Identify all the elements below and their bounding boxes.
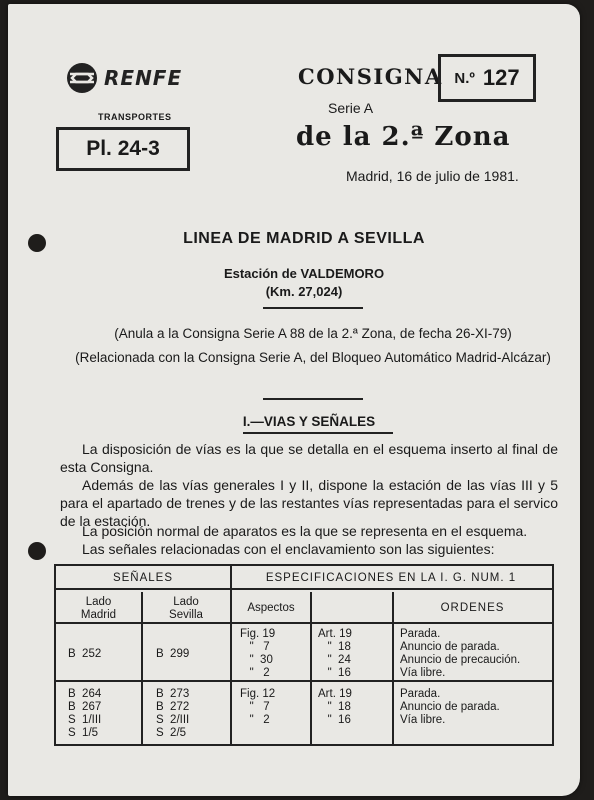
table-divider bbox=[230, 566, 232, 744]
signals-table bbox=[54, 564, 554, 746]
table-divider bbox=[56, 588, 230, 590]
annuls-note: (Anula a la Consigna Serie A 88 de la 2.ª Zona, de fecha 26-XI-79) bbox=[114, 326, 512, 341]
header-aspectos: Aspectos bbox=[247, 602, 295, 614]
document-page bbox=[8, 4, 580, 796]
group1-madrid: B 252 bbox=[68, 648, 102, 660]
table-divider bbox=[392, 592, 394, 744]
station-name: Estación de VALDEMORO bbox=[223, 266, 385, 281]
pl-code-box: Pl. 24-3 bbox=[56, 127, 190, 171]
number-value: 127 bbox=[482, 65, 520, 90]
number-box bbox=[438, 54, 536, 102]
table-divider bbox=[310, 592, 312, 744]
header-ordenes: ORDENES bbox=[440, 602, 505, 614]
header-especificaciones: ESPECIFICACIONES EN LA I. G. NUM. 1 bbox=[265, 572, 517, 584]
transportes-label: TRANSPORTES bbox=[98, 112, 172, 122]
divider bbox=[263, 307, 363, 309]
binder-hole bbox=[28, 542, 46, 560]
group2-madrid: B 264 B 267 S 1/III S 1/5 bbox=[68, 688, 102, 739]
group2-sevilla: B 273 B 272 S 2/III S 2/5 bbox=[156, 688, 190, 739]
zona-title: de la 2.ª Zona bbox=[296, 122, 511, 152]
line-title: LINEA DE MADRID A SEVILLA bbox=[183, 230, 425, 247]
group2-ordenes: Parada. Anuncio de parada. Vía libre. bbox=[400, 688, 500, 726]
group2-aspectos: Fig. 12 " 7 " 2 bbox=[240, 688, 276, 726]
paragraph: Además de las vías generales I y II, dispone la estación de las vías III y 5 para el apartado de trenes y de las restantes vías representadas para el servico de la estación. bbox=[60, 477, 558, 529]
logo-text: RENFE bbox=[104, 66, 183, 90]
group1-aspectos: Fig. 19 " 7 " 30 " 2 bbox=[240, 628, 276, 679]
doc-type: CONSIGNA bbox=[298, 64, 443, 89]
renfe-logo bbox=[66, 62, 182, 94]
group1-sevilla: B 299 bbox=[156, 648, 190, 660]
renfe-logo-icon bbox=[66, 62, 98, 94]
header-lado-madrid: Lado Madrid bbox=[80, 596, 117, 621]
paragraph: Las señales relacionadas con el enclavamiento son las siguientes: bbox=[82, 541, 495, 557]
serie-label: Serie A bbox=[328, 100, 374, 116]
paragraph: La posición normal de aparatos es la que se representa en el esquema. bbox=[82, 523, 528, 539]
group1-articulos: Art. 19 " 18 " 24 " 16 bbox=[318, 628, 352, 679]
date-line: Madrid, 16 de julio de 1981. bbox=[346, 168, 519, 184]
related-note: (Relacionada con la Consigna Serie A, del Bloqueo Automático Madrid-Alcázar) bbox=[75, 350, 551, 365]
header-lado-sevilla: Lado Sevilla bbox=[169, 596, 203, 621]
group1-ordenes: Parada. Anuncio de parada. Anuncio de precaución. Vía libre. bbox=[400, 628, 521, 679]
section-heading: I.—VIAS Y SEÑALES bbox=[242, 414, 376, 429]
station-km: (Km. 27,024) bbox=[265, 284, 343, 299]
paragraph: La disposición de vías es la que se detalla en el esquema inserto al final de esta Consigna. bbox=[60, 441, 558, 475]
number-label: N.º bbox=[454, 69, 475, 87]
table-divider bbox=[56, 680, 552, 682]
group2-articulos: Art. 19 " 18 " 16 bbox=[318, 688, 352, 726]
divider bbox=[263, 398, 363, 400]
header-senales: SEÑALES bbox=[112, 572, 174, 584]
divider bbox=[243, 432, 393, 434]
table-divider bbox=[230, 588, 552, 590]
table-divider bbox=[56, 622, 552, 624]
